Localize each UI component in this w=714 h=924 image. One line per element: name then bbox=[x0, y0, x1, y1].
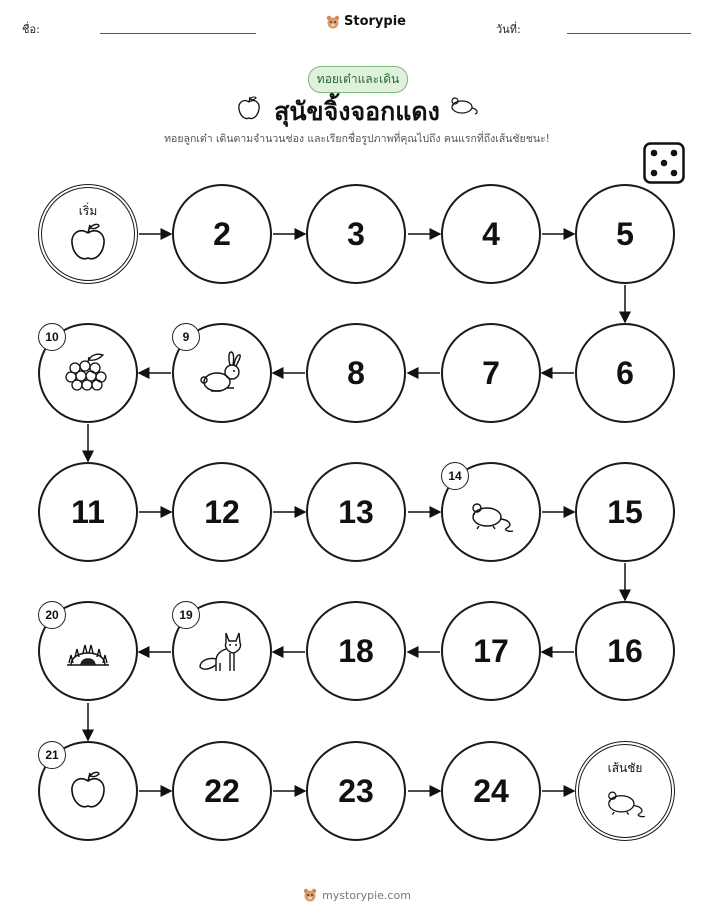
cell-number: 22 bbox=[204, 772, 240, 809]
cell-number: 4 bbox=[482, 215, 500, 252]
cell-number: 13 bbox=[338, 493, 374, 530]
cell-number: 23 bbox=[338, 772, 374, 809]
board-cell-15[interactable] bbox=[575, 462, 675, 562]
cell-number: 7 bbox=[482, 354, 500, 391]
board-cell-10[interactable] bbox=[38, 323, 138, 423]
cell-number: 3 bbox=[347, 215, 365, 252]
cell-number: 12 bbox=[204, 493, 240, 530]
cell-number: 2 bbox=[213, 215, 231, 252]
board-cell-2[interactable] bbox=[172, 184, 272, 284]
fox-icon bbox=[196, 627, 248, 675]
den-icon bbox=[63, 635, 113, 671]
cell-number: 9 bbox=[172, 323, 200, 351]
apple-icon bbox=[68, 769, 108, 813]
board-cell-20[interactable] bbox=[38, 601, 138, 701]
board-cell-6[interactable] bbox=[575, 323, 675, 423]
board-cell-8[interactable] bbox=[306, 323, 406, 423]
bear-logo-icon bbox=[303, 888, 317, 902]
board-cell-16[interactable] bbox=[575, 601, 675, 701]
name-label: ชื่อ: bbox=[22, 23, 40, 36]
board-cell-11[interactable] bbox=[38, 462, 138, 562]
cell-number: 5 bbox=[616, 215, 634, 252]
start-label: เริ่ม bbox=[78, 204, 98, 218]
cell-number: 17 bbox=[473, 632, 509, 669]
footer bbox=[0, 888, 714, 902]
grapes-icon bbox=[63, 350, 113, 396]
footer-url[interactable]: mystorypie.com bbox=[322, 888, 411, 902]
cell-number: 24 bbox=[473, 772, 509, 809]
cell-number: 21 bbox=[38, 741, 66, 769]
cell-number: 19 bbox=[172, 601, 200, 629]
board-cell-3[interactable] bbox=[306, 184, 406, 284]
board-cell-19[interactable] bbox=[172, 601, 272, 701]
board-cell-finish[interactable] bbox=[575, 741, 675, 841]
board-cell-5[interactable] bbox=[575, 184, 675, 284]
cell-number: 6 bbox=[616, 354, 634, 391]
instructions-text: ทอยลูกเต๋า เดินตามจำนวนช่อง และเรียกชื่อรูปภาพที่คุณไปถึง คนแรกที่ถึงเส้นชัยชนะ! bbox=[164, 133, 550, 145]
board-cell-9[interactable] bbox=[172, 323, 272, 423]
board-cell-18[interactable] bbox=[306, 601, 406, 701]
cell-number: 8 bbox=[347, 354, 365, 391]
finish-label: เส้นชัย bbox=[607, 761, 643, 775]
cell-number: 16 bbox=[607, 632, 643, 669]
board-cell-23[interactable] bbox=[306, 741, 406, 841]
rabbit-icon bbox=[197, 350, 247, 396]
cell-number: 11 bbox=[71, 493, 105, 530]
cell-number: 10 bbox=[38, 323, 66, 351]
board-cell-12[interactable] bbox=[172, 462, 272, 562]
apple-icon bbox=[68, 221, 108, 265]
board-cell-21[interactable] bbox=[38, 741, 138, 841]
board-cell-13[interactable] bbox=[306, 462, 406, 562]
cell-number: 14 bbox=[441, 462, 469, 490]
date-label: วันที่: bbox=[496, 23, 521, 36]
board-cell-22[interactable] bbox=[172, 741, 272, 841]
mouse-icon bbox=[601, 784, 649, 820]
mouse-icon bbox=[465, 495, 517, 535]
board-cell-17[interactable] bbox=[441, 601, 541, 701]
board-cell-4[interactable] bbox=[441, 184, 541, 284]
board-cell-start[interactable] bbox=[38, 184, 138, 284]
cell-number: 15 bbox=[607, 493, 643, 530]
board-cell-24[interactable] bbox=[441, 741, 541, 841]
brand-name: Storypie bbox=[344, 14, 406, 29]
game-type-badge: ทอยเต๋าและเดิน bbox=[308, 66, 408, 93]
board-cell-14[interactable] bbox=[441, 462, 541, 562]
cell-number: 20 bbox=[38, 601, 66, 629]
page-title: สุนัขจิ้งจอกแดง bbox=[274, 97, 440, 126]
cell-number: 18 bbox=[338, 632, 374, 669]
board-cell-7[interactable] bbox=[441, 323, 541, 423]
